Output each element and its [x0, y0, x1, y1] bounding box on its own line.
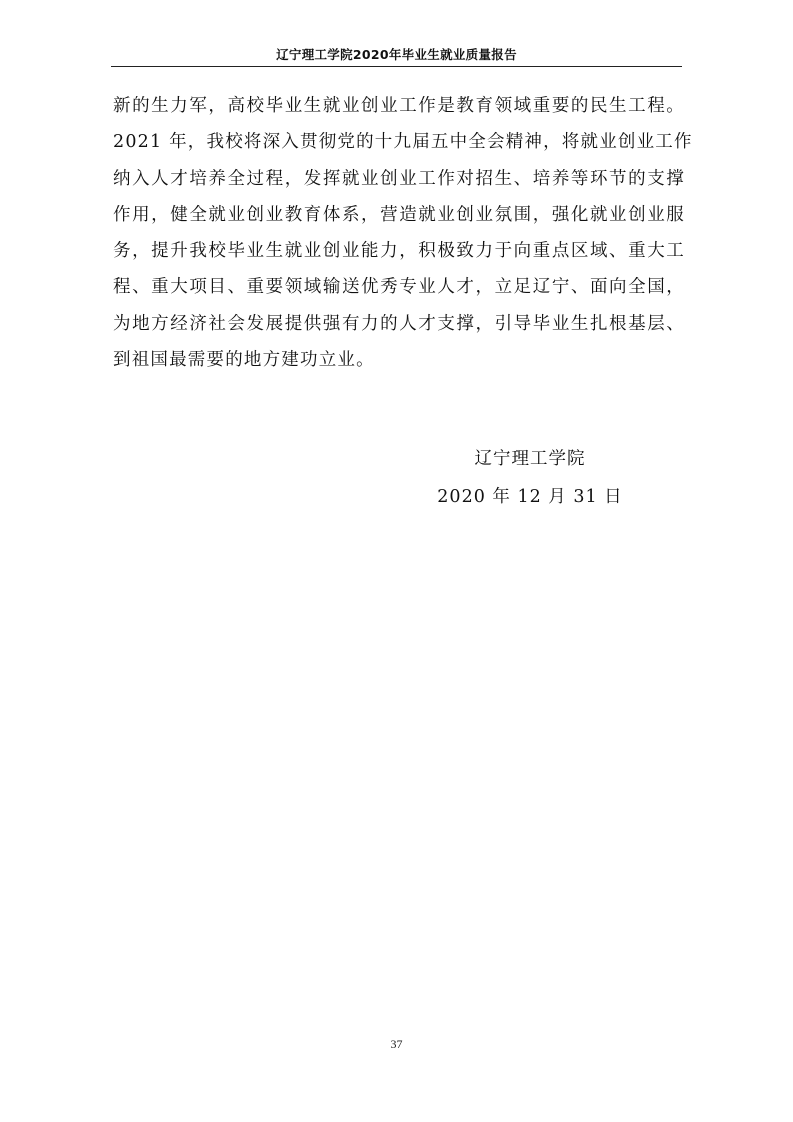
body-line: 纳入人才培养全过程，发挥就业创业工作对招生、培养等环节的支撑: [113, 168, 685, 189]
body-line: 为地方经济社会发展提供强有力的人才支撑，引导毕业生扎根基层、: [113, 313, 685, 334]
body-line: 2021 年，我校将深入贯彻党的十九届五中全会精神，将就业创业工作: [113, 132, 693, 153]
body-line: 作用，健全就业创业教育体系，营造就业创业氛围，强化就业创业服: [113, 204, 685, 225]
page-header: [111, 38, 682, 67]
body-line: 程、重大项目、重要领域输送优秀专业人才，立足辽宁、面向全国，: [113, 277, 685, 298]
body-line: 务，提升我校毕业生就业创业能力，积极致力于向重点区域、重大工: [113, 241, 685, 262]
body-paragraph: [113, 88, 693, 378]
page-number: 37: [390, 1037, 403, 1051]
body-line: 新的生力军，高校毕业生就业创业工作是教育领域重要的民生工程。: [113, 96, 685, 116]
header-title: 辽宁理工学院2020年毕业生就业质量报告: [276, 47, 517, 62]
body-line: 到祖国最需要的地方建功立业。: [113, 350, 375, 371]
signature-block: [430, 440, 630, 516]
signature-organization: 辽宁理工学院: [474, 449, 586, 469]
signature-date: 2020 年 12 月 31 日: [437, 487, 623, 507]
